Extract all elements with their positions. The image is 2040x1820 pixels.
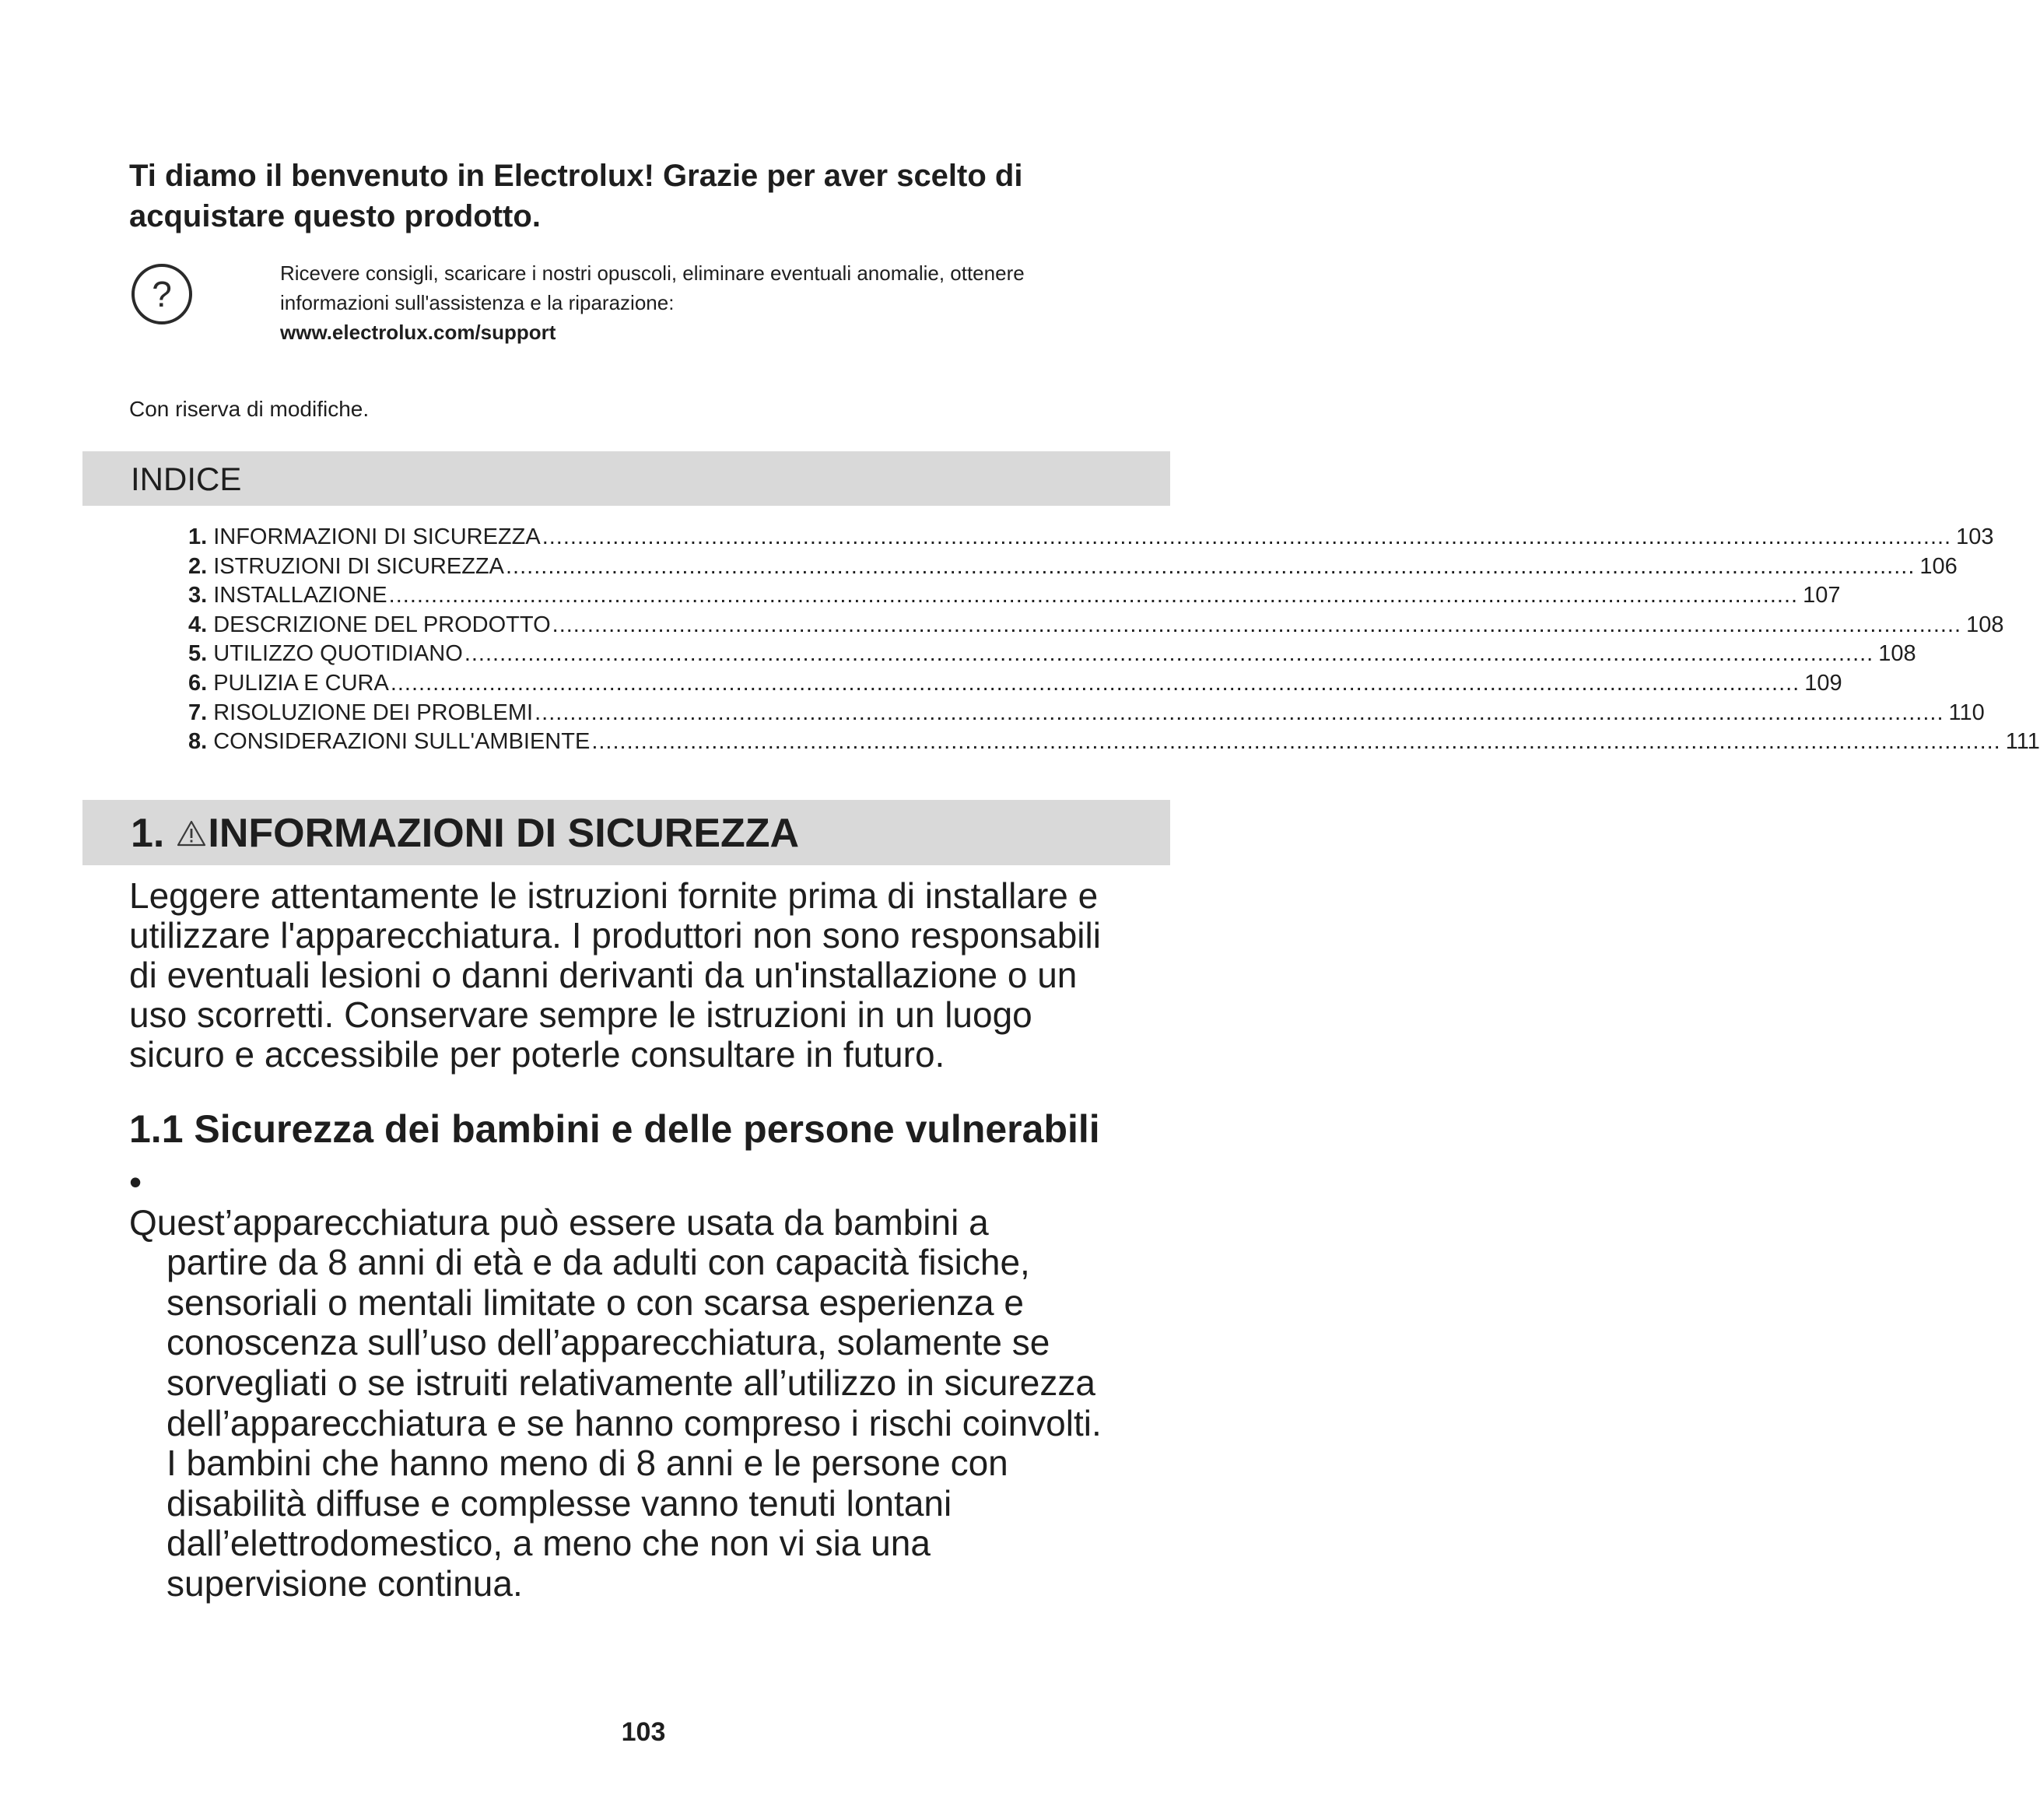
- toc-entry[interactable]: [188, 523, 1994, 552]
- toc-entry-number: 6.: [188, 670, 208, 696]
- bullet-line: sorvegliati o se istruiti relativamente all’utilizzo in sicurezza: [166, 1362, 1095, 1403]
- toc-entry[interactable]: [188, 611, 2004, 640]
- toc-entry-page: 106: [1919, 553, 1958, 579]
- welcome-heading: [129, 156, 1141, 237]
- bullet-line: disabilità diffuse e complesse vanno tenuti lontani: [166, 1482, 952, 1524]
- bullet-line: conoscenza sull’uso dell’apparecchiatura, solamente se: [166, 1322, 1050, 1363]
- section-intro: [129, 876, 1172, 1075]
- toc-leader-dots: ........................................................................................................................................................................................................: [388, 583, 1799, 608]
- toc-title: INDICE: [131, 461, 242, 497]
- toc-entry-label: DESCRIZIONE DEL PRODOTTO: [213, 612, 551, 637]
- svg-text:?: ?: [152, 274, 172, 314]
- bullet-line: Quest’apparecchiatura può essere usata da bambini a: [129, 1201, 989, 1243]
- toc-entry-page: 110: [1948, 700, 1985, 725]
- toc-entry-number: 1.: [188, 524, 208, 549]
- toc-entry[interactable]: [188, 669, 1842, 699]
- toc-entry-label: RISOLUZIONE DEI PROBLEMI: [213, 700, 534, 725]
- question-circle-icon: [129, 261, 195, 327]
- bullet-item: [129, 1162, 1187, 1604]
- toc-entry[interactable]: [188, 640, 1916, 669]
- toc-leader-dots: ........................................................................................................................................................................................................: [464, 641, 1874, 667]
- toc-entry-number: 8.: [188, 729, 208, 755]
- warning-triangle-icon: [177, 819, 206, 847]
- intro-line: sicuro e accessibile per poterle consultare in futuro.: [129, 1034, 945, 1075]
- toc-leader-dots: ........................................................................................................................................................................................................: [505, 553, 1916, 579]
- toc-entry[interactable]: [188, 552, 1958, 582]
- welcome-line-2: acquistare questo prodotto.: [129, 199, 541, 233]
- toc-entry-page: 103: [1956, 524, 1994, 549]
- toc-entry-label: PULIZIA E CURA: [213, 670, 389, 696]
- toc-entry[interactable]: [188, 581, 1841, 611]
- toc-entry-label: CONSIDERAZIONI SULL'AMBIENTE: [213, 729, 591, 755]
- intro-line: utilizzare l'apparecchiatura. I produttori non sono responsabili: [129, 915, 1101, 956]
- toc-entry-page: 111: [2005, 729, 2040, 755]
- toc-entry-label: ISTRUZIONI DI SICUREZZA: [213, 553, 504, 579]
- toc-entry-number: 7.: [188, 700, 208, 725]
- support-info: [280, 258, 1175, 347]
- toc-leader-dots: ........................................................................................................................................................................................................: [535, 700, 1944, 725]
- intro-line: uso scorretti. Conservare sempre le istruzioni in un luogo: [129, 994, 1032, 1035]
- bullet-first-line: [129, 1162, 1187, 1243]
- toc-entry-label: INSTALLAZIONE: [213, 583, 387, 608]
- bullet-line: sensoriali o mentali limitate o con scarsa esperienza e: [166, 1282, 1024, 1323]
- section-number: 1.: [131, 811, 165, 856]
- toc-header-bar: [82, 451, 1170, 506]
- reserve-note: Con riserva di modifiche.: [129, 397, 370, 421]
- support-url-link[interactable]: www.electrolux.com/support: [280, 321, 556, 344]
- bullet-line: I bambini che hanno meno di 8 anni e le persone con: [166, 1443, 1008, 1484]
- toc-entry-number: 3.: [188, 583, 208, 608]
- toc-entry-page: 109: [1804, 670, 1842, 696]
- bullet-line: dell’apparecchiatura e se hanno compreso i rischi coinvolti.: [166, 1402, 1102, 1443]
- toc-leader-dots: ........................................................................................................................................................................................................: [390, 670, 1800, 696]
- toc-entry-number: 4.: [188, 612, 208, 637]
- toc-entry-number: 5.: [188, 641, 208, 667]
- section-title: [131, 806, 799, 861]
- welcome-line-1: Ti diamo il benvenuto in Electrolux! Grazie per aver scelto di: [129, 159, 1023, 193]
- bullet-line: supervisione continua.: [166, 1562, 523, 1604]
- toc-list: [188, 523, 2040, 757]
- intro-line: Leggere attentamente le istruzioni fornite prima di installare e: [129, 875, 1099, 916]
- toc-entry[interactable]: [188, 699, 1985, 728]
- support-line-1: Ricevere consigli, scaricare i nostri opuscoli, eliminare eventuali anomalie, ottenere: [280, 261, 1025, 285]
- support-line-2: informazioni sull'assistenza e la riparazione:: [280, 291, 675, 314]
- toc-entry[interactable]: [188, 728, 2040, 757]
- toc-entry-page: 108: [1966, 612, 2004, 637]
- toc-entry-label: UTILIZZO QUOTIDIANO: [213, 641, 463, 667]
- toc-entry-number: 2.: [188, 553, 208, 579]
- toc-entry-page: 108: [1878, 641, 1916, 667]
- subsection-title: 1.1 Sicurezza dei bambini e delle persone vulnerabili: [129, 1107, 1100, 1151]
- bullet-dot: •: [129, 1162, 142, 1202]
- toc-entry-page: 107: [1803, 583, 1841, 608]
- bullet-line: dall’elettrodomestico, a meno che non vi sia una: [166, 1523, 931, 1564]
- toc-leader-dots: ........................................................................................................................................................................................................: [542, 524, 1952, 549]
- bullet-line: partire da 8 anni di età e da adulti con capacità fisiche,: [166, 1242, 1030, 1283]
- toc-leader-dots: ........................................................................................................................................................................................................: [552, 612, 1962, 637]
- page-number: 103: [621, 1717, 666, 1747]
- toc-entry-label: INFORMAZIONI DI SICUREZZA: [213, 524, 541, 549]
- toc-leader-dots: ........................................................................................................................................................................................................: [591, 729, 2001, 755]
- intro-line: di eventuali lesioni o danni derivanti da un'installazione o un: [129, 955, 1078, 995]
- section-title-text: INFORMAZIONI DI SICUREZZA: [208, 811, 800, 856]
